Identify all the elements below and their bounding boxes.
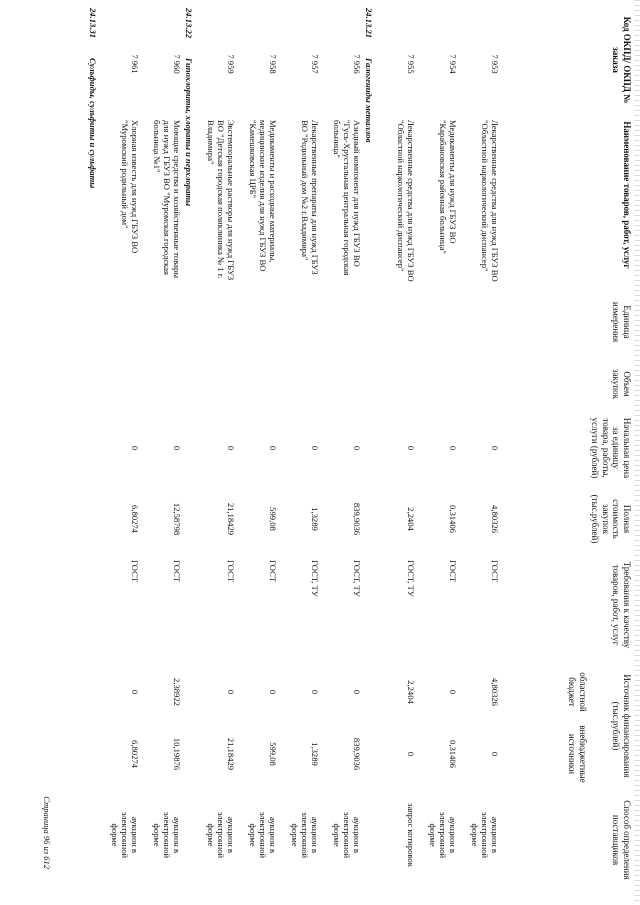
- row-total: 21,18429: [226, 502, 236, 536]
- row-extra: 10,19876: [172, 737, 182, 771]
- row-extra: 0: [406, 751, 416, 757]
- row-extra: 21,18429: [226, 737, 236, 771]
- header-funding-extra: внебюджетные источники: [567, 725, 588, 783]
- row-total: 1,3289: [310, 507, 320, 531]
- row-name: Хлорная известь для нужд ГБУЗ ВО "Муромский родильный дом": [120, 120, 140, 254]
- row-name: Экстемпоральные растворы для нужд ГБУЗ ВО "Детская городская поликлиника № 1 г. Владимира": [206, 120, 236, 281]
- row-method: аукцион в электронной форме: [332, 811, 362, 859]
- scan-noise: [634, 0, 640, 905]
- group-title: Гипохлориты, хлораты и перхлораты: [184, 58, 194, 207]
- row-method: аукцион в электронной форме: [152, 811, 182, 859]
- row-extra: 1,3289: [310, 742, 320, 766]
- header-method: Способ определения поставщиков: [611, 800, 632, 880]
- row-req: ГОСТ, ТУ: [352, 560, 362, 597]
- group-code: 24.13.21: [364, 8, 374, 39]
- header-requirements: Требования к качеству товаров, работ, услуг: [611, 561, 632, 649]
- row-price: 0: [268, 445, 278, 451]
- row-price: 0: [448, 445, 458, 451]
- header-unit: Единица измерения: [611, 301, 632, 343]
- row-region: 0: [268, 689, 278, 695]
- row-name: Медикаменты и расходные материалы, медицинские изделия для нужд ГБУЗ ВО "Камешковская ЦРБ": [248, 120, 278, 272]
- row-region: 0: [226, 689, 236, 695]
- row-method: аукцион в электронной форме: [248, 811, 278, 859]
- row-code: 7 960: [172, 54, 182, 74]
- row-req: ГОСТ: [130, 560, 140, 583]
- group-code: 24.13.22: [184, 8, 194, 39]
- row-method: аукцион в электронной форме: [206, 811, 236, 859]
- row-req: ГОСТ: [172, 560, 182, 583]
- row-method: аукцион в электронной форме: [290, 811, 320, 859]
- row-code: 7 953: [490, 54, 500, 74]
- row-extra: 6,80274: [130, 740, 140, 768]
- row-price: 0: [310, 445, 320, 451]
- row-name: Медикаменты для нужд ГБУЗ ВО "Карабановская районная больница": [438, 120, 458, 254]
- group-code: 24.13.31: [88, 8, 98, 39]
- header-code: Код ОКПД/ ОКПД № заказа: [611, 16, 632, 104]
- row-region: 0: [352, 689, 362, 695]
- row-total: 2,2404: [406, 507, 416, 531]
- group-title: Галогениды металлов: [364, 58, 374, 143]
- row-code: 7 955: [406, 54, 416, 74]
- row-req: ГОСТ: [226, 560, 236, 583]
- row-region: 2,38922: [172, 678, 182, 706]
- row-total: 12,58798: [172, 502, 182, 536]
- row-total: 599,08: [268, 507, 278, 531]
- row-code: 7 957: [310, 54, 320, 74]
- row-req: ГОСТ: [268, 560, 278, 583]
- row-region: 0: [448, 689, 458, 695]
- row-price: 0: [352, 445, 362, 451]
- page-number: Страница 96 из 612: [42, 796, 52, 869]
- row-code: 7 959: [226, 54, 236, 74]
- row-price: 0: [226, 445, 236, 451]
- row-region: 0: [310, 689, 320, 695]
- row-total: 6,80274: [130, 505, 140, 533]
- row-total: 4,80326: [490, 505, 500, 533]
- row-req: ГОСТ, ТУ: [406, 560, 416, 597]
- row-req: ГОСТ: [448, 560, 458, 583]
- row-extra: 599,08: [268, 742, 278, 766]
- row-req: ГОСТ, ТУ: [310, 560, 320, 597]
- header-name: Наименование товаров, работ, услуг: [622, 121, 632, 269]
- group-title: Сульфиды, сульфиты и сульфаты: [88, 58, 98, 189]
- row-region: 4,80326: [490, 678, 500, 706]
- row-name: Лекарственные препараты для нужд ГБУЗ ВО "Родильный дом №2 г.Владимира": [300, 120, 320, 275]
- row-code: 7 961: [130, 54, 140, 74]
- row-extra: 0,31406: [448, 740, 458, 768]
- row-code: 7 956: [352, 54, 362, 74]
- row-total: 839,9036: [352, 502, 362, 536]
- row-name: Моющие средства и хозяйственные товары для нужд ГБУЗ ВО "Муромская городская больница №1": [152, 120, 182, 279]
- row-name: Лекарственные средства для нужд ГБУЗ ВО "Областной наркологический диспансер": [480, 120, 500, 282]
- row-region: 0: [130, 689, 140, 695]
- row-method: аукцион в электронной форме: [428, 811, 458, 859]
- row-req: ГОСТ: [490, 560, 500, 583]
- header-price: Начальная цена за единицу товара, работы, услуги (рублей): [590, 417, 632, 479]
- header-total: Полная стоимость закупок (тыс.рублей): [590, 494, 632, 544]
- header-funding-region: областной бюджет: [567, 672, 588, 712]
- row-total: 0,31406: [448, 505, 458, 533]
- row-extra: 839,9036: [352, 737, 362, 771]
- row-price: 0: [490, 445, 500, 451]
- row-price: 0: [130, 445, 140, 451]
- row-name: Азидный компонент для нужд ГБУЗ ВО "Гусь-Хрустальная центральная городская больница": [332, 120, 362, 276]
- row-name: Лекарственные средства для нужд ГБУЗ ВО "Областной наркологический диспансер": [396, 120, 416, 282]
- row-code: 7 958: [268, 54, 278, 74]
- header-volume: Объем закупок: [611, 369, 632, 399]
- row-extra: 0: [490, 751, 500, 757]
- row-region: 2,2404: [406, 680, 416, 704]
- header-funding: Источник финансирования (тыс.рублей): [611, 674, 632, 778]
- row-price: 0: [172, 445, 182, 451]
- row-method: аукцион в электронной форме: [470, 811, 500, 859]
- row-price: 0: [406, 445, 416, 451]
- row-code: 7 954: [448, 54, 458, 74]
- row-method: запрос котировок: [406, 803, 416, 867]
- row-method: аукцион в электронной форме: [110, 811, 140, 859]
